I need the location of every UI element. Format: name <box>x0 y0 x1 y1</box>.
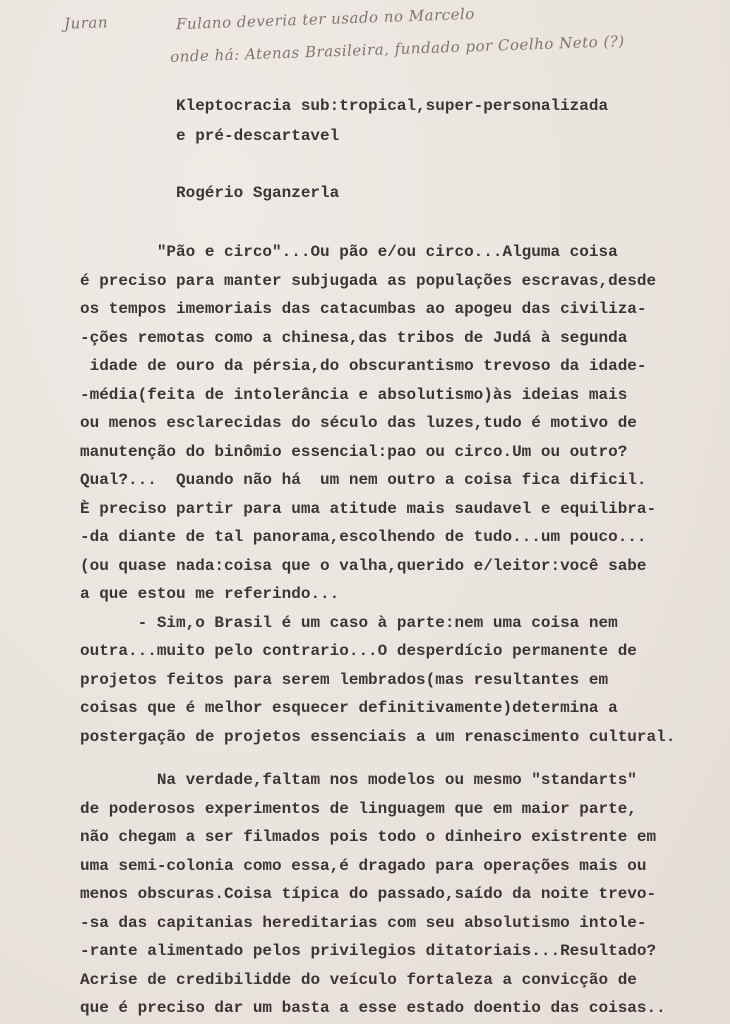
handwritten-note-line-1: Fulano deveria ter usado no Marcelo <box>175 4 476 34</box>
body-paragraph-2 <box>80 766 666 1023</box>
text-line: (ou quase nada:coisa que o valha,querido e/leitor:você sabe <box>80 556 647 575</box>
text-line: Acrise de credibilidde do veículo fortaleza a convicção de <box>80 970 637 989</box>
text-line: - Sim,o Brasil é um caso à parte:nem uma coisa nem <box>80 613 618 632</box>
text-line: não chegam a ser filmados pois todo o dinheiro existrente em <box>80 828 657 846</box>
text-line: -ções remotas como a chinesa,das tribos de Judá à segunda <box>80 328 628 347</box>
text-line: projetos feitos para serem lembrados(mas resultantes em <box>80 670 609 689</box>
text-line: -da diante de tal panorama,escolhendo de tudo...um pouco... <box>80 528 647 546</box>
text-line: os tempos imemoriais das catacumbas ao apogeu das civiliza- <box>80 300 647 318</box>
text-line: manutenção do binômio essencial:pao ou circo.Um ou outro? <box>80 442 628 461</box>
text-line: ou menos esclarecidas do século das luzes,tudo é motivo de <box>80 414 637 432</box>
text-line: postergação de projetos essenciais a um renascimento cultural. <box>80 727 676 746</box>
text-line: de poderosos experimentos de linguagem que em maior parte, <box>80 799 637 818</box>
document-title-line-1: Kleptocracia sub:tropical,super-personalizada <box>176 97 609 115</box>
text-line: -rante alimentado pelos privilegios ditatoriais...Resultado? <box>80 942 657 960</box>
document-author: Rogério Sganzerla <box>176 184 340 202</box>
text-line: -sa das capitanias hereditarias com seu absolutismo intole- <box>80 913 647 932</box>
handwritten-note-line-2: onde há: Atenas Brasileira, fundado por Coelho Neto (?) <box>169 32 625 66</box>
handwritten-margin-note: Juran <box>63 13 109 33</box>
text-line: a que estou me referindo... <box>80 585 340 603</box>
text-line: uma semi-colonia como essa,é dragado para operações mais ou <box>80 856 647 875</box>
text-line: idade de ouro da pérsia,do obscurantismo trevoso da idade- <box>80 357 647 375</box>
text-line: menos obscuras.Coisa típica do passado,saído da noite trevo- <box>80 885 657 903</box>
text-line: outra...muito pelo contrario...O desperdício permanente de <box>80 642 637 660</box>
text-line: que é preciso dar um basta a esse estado doentio das coisas.. <box>80 999 666 1017</box>
text-line: Na verdade,faltam nos modelos ou mesmo "standarts" <box>80 771 637 789</box>
text-line: È preciso partir para uma atitude mais saudavel e equilibra- <box>80 499 657 518</box>
text-line: Qual?... Quando não há um nem outro a coisa fica dificil. <box>80 471 647 489</box>
body-paragraph-1 <box>80 238 675 751</box>
text-line: coisas que é melhor esquecer definitivamente)determina a <box>80 699 618 717</box>
text-line: "Pão e circo"...Ou pão e/ou circo...Alguma coisa <box>80 243 618 261</box>
text-line: -média(feita de intolerância e absolutismo)às ideias mais <box>80 385 628 404</box>
document-title-line-2: e pré-descartavel <box>176 127 340 145</box>
text-line: é preciso para manter subjugada as populações escravas,desde <box>80 271 657 290</box>
